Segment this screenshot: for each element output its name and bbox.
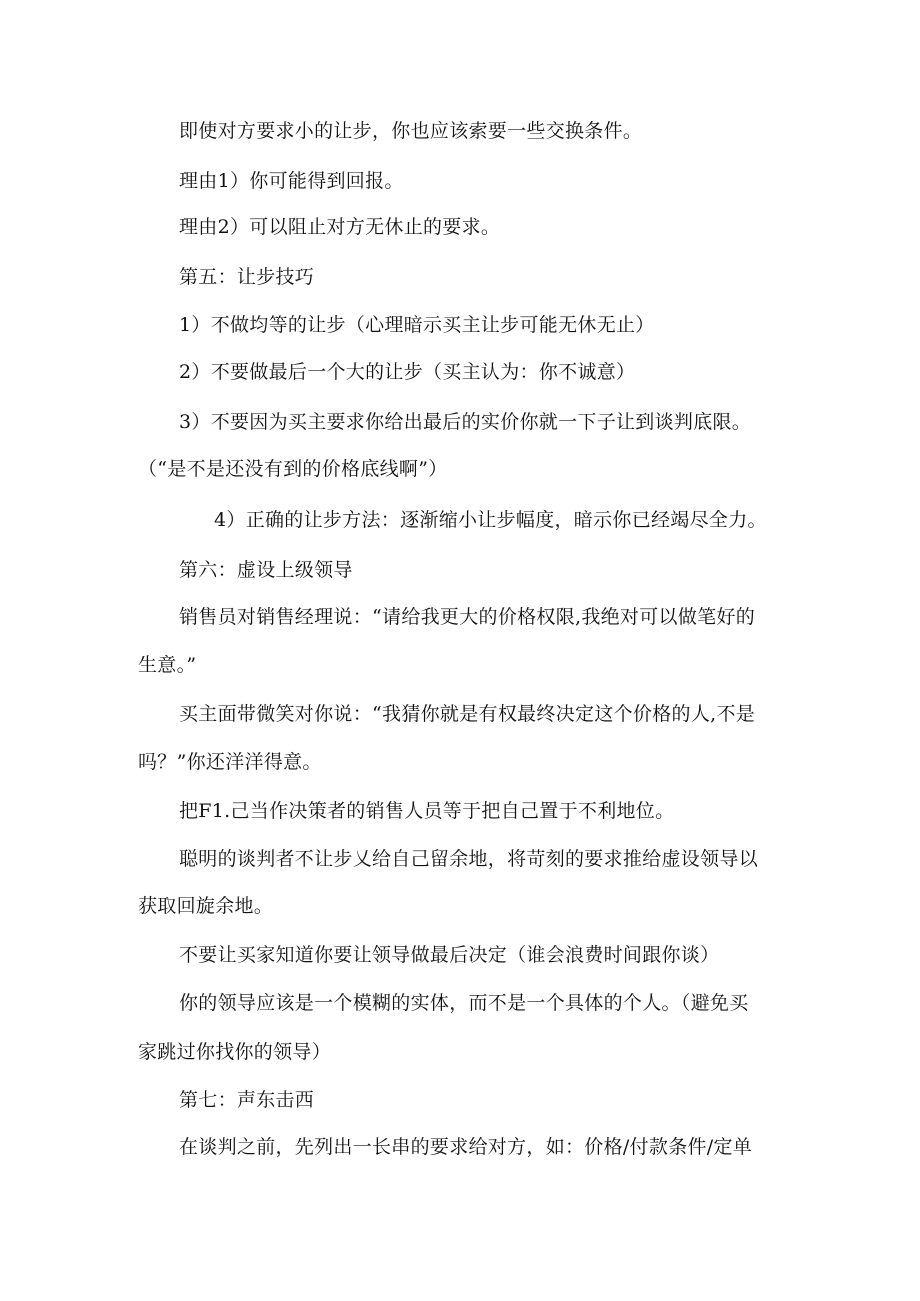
text-line: 理由2）可以阻止对方无休止的要求。 [179, 216, 501, 238]
text-line: 1）不做均等的让步（心理暗示买主让步可能无休无止） [179, 314, 655, 336]
text-line: 4）正确的让步方法：逐渐缩小让步幅度，暗示你已经竭尽全力。 [214, 509, 767, 531]
text-line: 你的领导应该是一个模糊的实体，而不是一个具体的个人。（避免买 [179, 992, 749, 1014]
text-line: 2）不要做最后一个大的让步（买主认为：你不诚意） [179, 361, 636, 383]
section-heading: 第六：虚设上级领导 [179, 559, 353, 581]
text-line: 聪明的谈判者不让步乂给自己留余地，将苛刻的要求推给虚设领导以 [179, 848, 759, 870]
section-heading: 第五：让步技巧 [179, 266, 315, 288]
text-line: （“是不是还没有到的价格底线啊”） [138, 458, 448, 480]
text-line: 获取回旋余地。 [138, 895, 274, 917]
text-line: 即使对方要求小的让步，你也应该索要一些交换条件。 [179, 120, 643, 142]
text-line: 理由1）你可能得到回报。 [179, 170, 404, 192]
text-line: 不要让买家知道你要让领导做最后决定（谁会浪费时间跟你谈） [179, 944, 720, 966]
text-line: 生意。” [138, 654, 197, 676]
text-line: 家跳过你找你的领导） [138, 1041, 332, 1063]
text-line: 买主面带微笑对你说：“我猜你就是有权最终决定这个价格的人,不是 [179, 703, 756, 725]
text-line: 吗？”你还洋洋得意。 [138, 751, 322, 773]
section-heading: 第七：声东击西 [179, 1089, 315, 1111]
text-line: 3）不要因为买主要求你给出最后的实价你就一下子让到谈判底限。 [179, 411, 752, 433]
text-line: 把F1.己当作决策者的销售人员等于把自己置于不利地位。 [179, 800, 675, 822]
text-line: 在谈判之前，先列出一长串的要求给对方，如：价格/付款条件/定单 [179, 1136, 753, 1158]
text-line: 销售员对销售经理说：“请给我更大的价格权限,我绝对可以做笔好的 [179, 606, 756, 628]
